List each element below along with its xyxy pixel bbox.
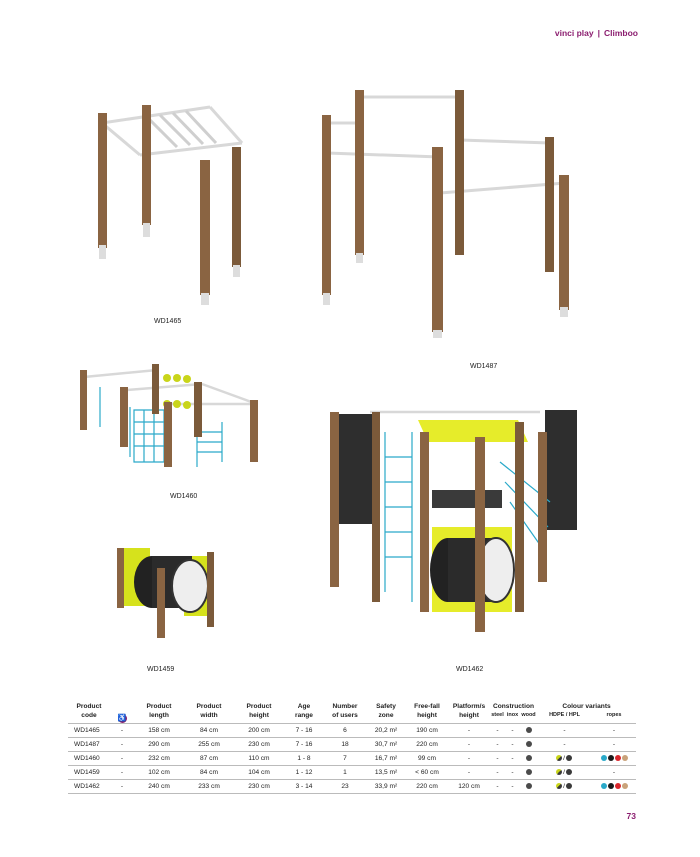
header-freefall-2: height: [417, 712, 437, 719]
cell-width: 84 cm: [184, 724, 234, 738]
hdpe-dark-swatch-icon: [566, 769, 572, 775]
cell-accessible: -: [110, 738, 134, 752]
cell-age: 1 - 12: [284, 766, 324, 780]
cell-safety: 30,7 m²: [366, 738, 406, 752]
header-construction: Construction: [492, 703, 535, 710]
header-ropes: ropes: [606, 712, 622, 718]
cell-height: 230 cm: [234, 780, 284, 794]
page-header: [555, 28, 638, 38]
cell-steel: -: [490, 752, 505, 766]
cell-age: 3 - 14: [284, 780, 324, 794]
series-name: Climboo: [604, 28, 638, 38]
cell-hdpe: [537, 780, 592, 794]
cell-age: 7 - 16: [284, 738, 324, 752]
cell-accessible: -: [110, 724, 134, 738]
cell-length: 102 cm: [134, 766, 184, 780]
table-row: [68, 724, 636, 738]
header-age: Age: [297, 703, 311, 710]
cell-age: 7 - 16: [284, 724, 324, 738]
product-image-wd1459: [112, 542, 224, 642]
rope-swatch-icon: [601, 783, 607, 789]
rope-swatch-icon: [608, 755, 614, 761]
cell-freefall: 190 cm: [406, 724, 448, 738]
cell-wood: [520, 738, 537, 752]
caption-wd1460: WD1460: [170, 493, 198, 500]
cell-hdpe: -: [537, 724, 592, 738]
cell-height: 230 cm: [234, 738, 284, 752]
hdpe-separator: /: [563, 783, 565, 790]
table-row: [68, 752, 636, 766]
wood-swatch-icon: [526, 755, 532, 761]
cell-accessible: -: [110, 752, 134, 766]
cell-wood: [520, 724, 537, 738]
cell-length: 158 cm: [134, 724, 184, 738]
product-image-wd1462: [320, 402, 582, 640]
wood-swatch-icon: [526, 769, 532, 775]
cell-width: 84 cm: [184, 766, 234, 780]
rope-swatch-icon: [615, 783, 621, 789]
cell-width: 233 cm: [184, 780, 234, 794]
cell-inox: -: [505, 724, 520, 738]
header-inox: inox: [506, 712, 519, 718]
header-users: Number: [332, 703, 358, 710]
header-hdpe-hpl: HDPE / HPL: [549, 712, 580, 718]
caption-wd1462: WD1462: [456, 666, 484, 673]
brand-name: vinci play: [554, 28, 594, 38]
hdpe-yellow-swatch-icon: [556, 783, 562, 789]
cell-code: WD1487: [68, 738, 110, 752]
cell-users: 23: [324, 780, 366, 794]
wood-swatch-icon: [526, 741, 532, 747]
cell-platform: -: [448, 738, 490, 752]
cell-users: 1: [324, 766, 366, 780]
hdpe-yellow-swatch-icon: [556, 769, 562, 775]
header-steel: steel: [491, 712, 504, 718]
rope-swatch-icon: [622, 783, 628, 789]
header-freefall: Free-fall: [414, 703, 440, 710]
cell-platform: -: [448, 766, 490, 780]
header-accessible: [110, 700, 134, 724]
rope-swatch-icon: [601, 755, 607, 761]
cell-wood: [520, 780, 537, 794]
wood-swatch-icon: [526, 783, 532, 789]
cell-safety: 33,9 m²: [366, 780, 406, 794]
wheelchair-icon: ♿: [117, 715, 127, 722]
product-image-wd1487: [315, 85, 580, 340]
cell-platform: -: [448, 724, 490, 738]
header-wood: wood: [521, 712, 536, 718]
cell-safety: 16,7 m²: [366, 752, 406, 766]
cell-width: 87 cm: [184, 752, 234, 766]
hdpe-dark-swatch-icon: [566, 755, 572, 761]
header-height: Product: [246, 703, 272, 710]
header-platform: Platform/s: [452, 703, 486, 710]
product-image-wd1460: [72, 362, 267, 477]
product-image-wd1465: [92, 95, 262, 310]
hdpe-dark-swatch-icon: [566, 783, 572, 789]
caption-wd1465: WD1465: [154, 318, 182, 325]
header-width-2: width: [200, 712, 218, 719]
header-platform-2: height: [459, 712, 479, 719]
cell-width: 255 cm: [184, 738, 234, 752]
cell-inox: -: [505, 752, 520, 766]
cell-accessible: -: [110, 766, 134, 780]
cell-inox: -: [505, 766, 520, 780]
header-safety: Safety: [376, 703, 396, 710]
header-users-2: of users: [332, 712, 358, 719]
cell-freefall: < 60 cm: [406, 766, 448, 780]
header-length: Product: [146, 703, 172, 710]
specification-table: [68, 700, 636, 794]
cell-steel: -: [490, 780, 505, 794]
cell-hdpe: -: [537, 738, 592, 752]
cell-users: 18: [324, 738, 366, 752]
cell-ropes: [592, 752, 636, 766]
cell-freefall: 220 cm: [406, 780, 448, 794]
cell-ropes: [592, 780, 636, 794]
header-colour-variants: Colour variants: [562, 703, 611, 710]
page-number: 73: [626, 811, 636, 821]
wood-swatch-icon: [526, 727, 532, 733]
table-row: [68, 780, 636, 794]
cell-height: 200 cm: [234, 724, 284, 738]
hdpe-separator: /: [563, 755, 565, 762]
header-width: Product: [196, 703, 222, 710]
cell-safety: 13,5 m²: [366, 766, 406, 780]
cell-hdpe: [537, 766, 592, 780]
cell-steel: -: [490, 724, 505, 738]
cell-safety: 20,2 m²: [366, 724, 406, 738]
cell-height: 110 cm: [234, 752, 284, 766]
rope-swatch-icon: [622, 755, 628, 761]
header-age-2: range: [295, 712, 313, 719]
cell-freefall: 99 cm: [406, 752, 448, 766]
cell-age: 1 - 8: [284, 752, 324, 766]
header-safety-2: zone: [378, 712, 394, 719]
header-separator: |: [597, 28, 600, 38]
caption-wd1487: WD1487: [470, 363, 498, 370]
cell-height: 104 cm: [234, 766, 284, 780]
cell-inox: -: [505, 738, 520, 752]
cell-code: WD1459: [68, 766, 110, 780]
table-subheader-row: [68, 711, 636, 724]
cell-length: 290 cm: [134, 738, 184, 752]
cell-code: WD1462: [68, 780, 110, 794]
cell-code: WD1460: [68, 752, 110, 766]
cell-code: WD1465: [68, 724, 110, 738]
cell-ropes: -: [592, 724, 636, 738]
cell-accessible: -: [110, 780, 134, 794]
cell-steel: -: [490, 766, 505, 780]
cell-users: 6: [324, 724, 366, 738]
rope-swatch-icon: [615, 755, 621, 761]
cell-wood: [520, 752, 537, 766]
table-row: [68, 766, 636, 780]
cell-ropes: -: [592, 738, 636, 752]
hdpe-separator: /: [563, 769, 565, 776]
caption-wd1459: WD1459: [147, 666, 175, 673]
header-code-2: code: [81, 712, 97, 719]
cell-freefall: 220 cm: [406, 738, 448, 752]
cell-length: 232 cm: [134, 752, 184, 766]
cell-ropes: -: [592, 766, 636, 780]
header-length-2: length: [149, 712, 169, 719]
table-header-row: [68, 700, 636, 711]
cell-users: 7: [324, 752, 366, 766]
hdpe-yellow-swatch-icon: [556, 755, 562, 761]
cell-hdpe: [537, 752, 592, 766]
cell-steel: -: [490, 738, 505, 752]
rope-swatch-icon: [608, 783, 614, 789]
header-code: Product: [76, 703, 102, 710]
header-height-2: height: [249, 712, 269, 719]
cell-inox: -: [505, 780, 520, 794]
cell-length: 240 cm: [134, 780, 184, 794]
cell-wood: [520, 766, 537, 780]
table-row: [68, 738, 636, 752]
cell-platform: 120 cm: [448, 780, 490, 794]
cell-platform: -: [448, 752, 490, 766]
